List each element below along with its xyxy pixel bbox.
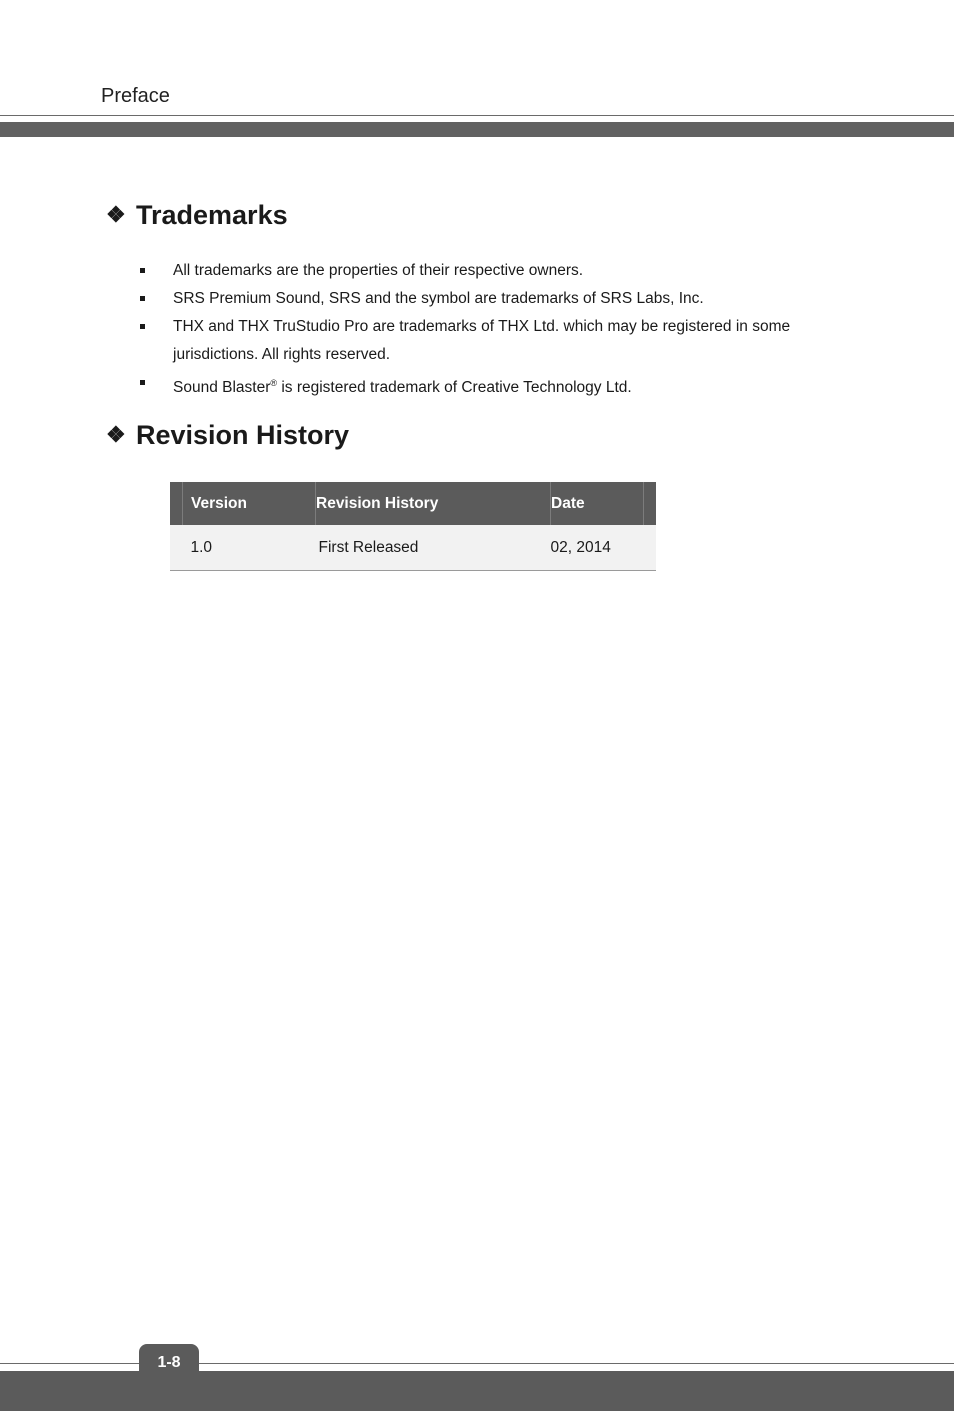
table-row — [170, 525, 656, 571]
header-bar — [0, 122, 954, 137]
square-bullet-icon — [140, 324, 145, 329]
page-number: 1-8 — [157, 1354, 181, 1371]
list-item-text: All trademarks are the properties of their respective owners. — [173, 262, 584, 279]
square-bullet-icon — [140, 296, 145, 301]
trademarks-list — [140, 257, 860, 402]
list-item — [140, 285, 860, 313]
revision-heading-text: Revision History — [136, 420, 350, 450]
column-header-version: Version — [183, 482, 316, 525]
list-item-text: SRS Premium Sound, SRS and the symbol are trademarks of SRS Labs, Inc. — [173, 290, 704, 307]
list-item-text-before: Sound Blaster — [173, 379, 271, 397]
table-cell-edge — [170, 525, 183, 571]
table-header-edge — [170, 482, 183, 525]
column-header-date: Date — [551, 482, 644, 525]
table-cell-history: First Released — [316, 525, 551, 571]
list-item — [140, 313, 860, 369]
diamond-icon: ❖ — [106, 202, 126, 227]
trademarks-heading — [106, 200, 288, 231]
header-divider — [0, 115, 954, 116]
square-bullet-icon — [140, 380, 145, 385]
square-bullet-icon — [140, 268, 145, 273]
table-header-edge — [644, 482, 657, 525]
table-cell-date: 02, 2014 — [551, 525, 644, 571]
table-cell-edge — [644, 525, 657, 571]
trademarks-heading-text: Trademarks — [136, 200, 288, 230]
revision-heading — [106, 420, 349, 451]
diamond-icon: ❖ — [106, 422, 126, 447]
column-header-revision-history: Revision History — [316, 482, 551, 525]
list-item-text-after: is registered trademark of Creative Technology Ltd. — [277, 379, 632, 397]
list-item — [140, 257, 860, 285]
table-cell-version: 1.0 — [183, 525, 316, 571]
page-number-tab — [139, 1344, 199, 1406]
page-header-title: Preface — [101, 85, 170, 107]
revision-table — [170, 482, 656, 571]
list-item-text: THX and THX TruStudio Pro are trademarks of THX Ltd. which may be registered in some jurisdictions. All rights reserved. — [173, 318, 791, 363]
table-header-row — [170, 482, 656, 525]
list-item — [140, 369, 860, 402]
registered-mark: ® — [270, 378, 278, 388]
